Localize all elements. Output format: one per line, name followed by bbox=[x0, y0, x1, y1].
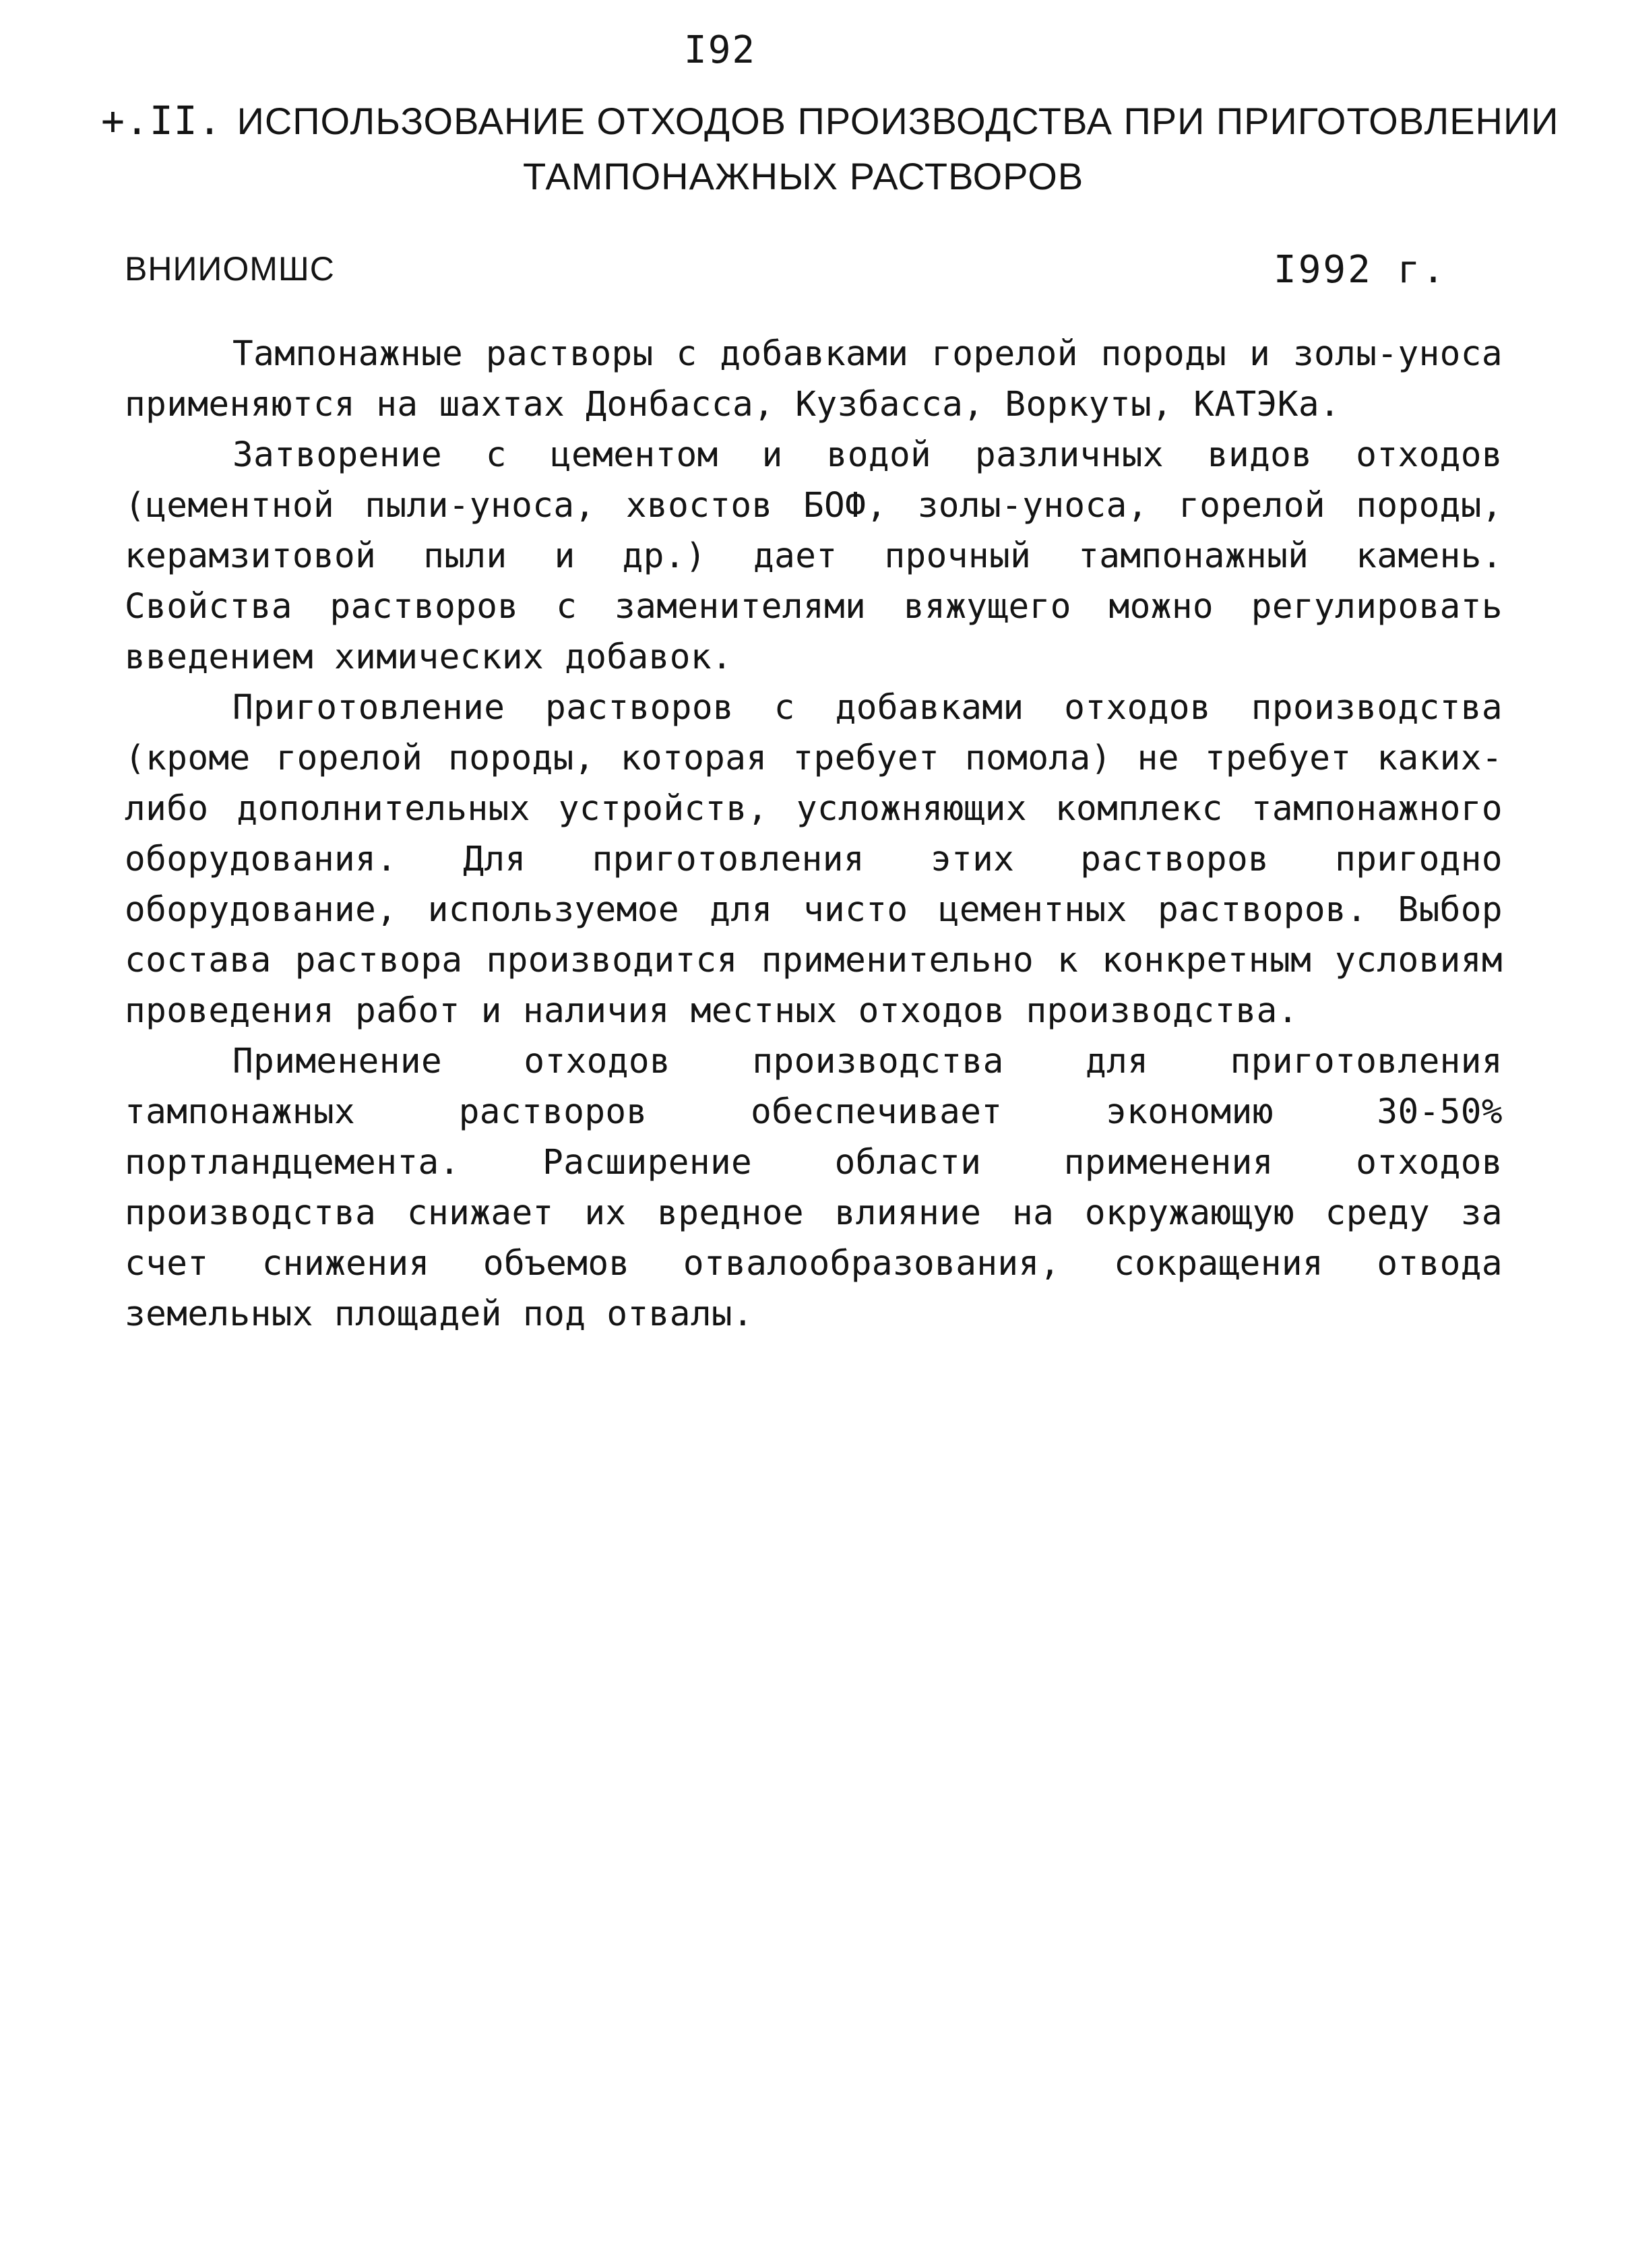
paragraph: Приготовление растворов с добавками отходов производства (кроме горелой породы, которая требует помола) не требует каких-либо дополнительных устройств, усложняющих комплекс тампонажного оборудования. Для приготовления этих растворов пригодно оборудование, используемое для чисто цементных растворов. Выбор состава раствора производится применительно к конкретным условиям проведения работ и наличия местных отходов производства. bbox=[125, 688, 1503, 1031]
page-number: I92 bbox=[684, 28, 757, 72]
heading-title-line-2: ТАМПОНАЖНЫХ РАСТВОРОВ bbox=[523, 155, 1084, 197]
paragraph: Тампонажные растворы с добавками горелой породы и золы-уноса применяются на шахтах Донбасса, Кузбасса, Воркуты, КАТЭКа. bbox=[125, 334, 1503, 424]
publication-year: I992 г. bbox=[1274, 248, 1447, 292]
paragraph: Затворение с цементом и водой различных видов отходов (цементной пыли-уноса, хвостов БОФ, золы-уноса, горелой породы, керамзитовой пыли и др.) дает прочный тампонажный камень. Свойства растворов с заменителями вяжущего можно регулировать введением химических добавок. bbox=[125, 435, 1503, 677]
paragraph: Применение отходов производства для приготовления тампонажных растворов обеспечивает экономию 30-50% портландцемента. Расширение области применения отходов производства снижает их вредное влияние на окружающую среду за счет снижения объемов отвалообразования, сокращения отвода земельных площадей под отвалы. bbox=[125, 1042, 1503, 1334]
section-heading bbox=[101, 93, 1559, 204]
body-text bbox=[125, 329, 1503, 1340]
heading-line-1 bbox=[101, 93, 1559, 149]
heading-title-line-1: ИСПОЛЬЗОВАНИЕ ОТХОДОВ ПРОИЗВОДСТВА ПРИ ПРИГОТОВЛЕНИИ bbox=[237, 100, 1559, 142]
section-number: +.II. bbox=[101, 98, 222, 144]
organization: ВНИИОМШС bbox=[125, 250, 335, 288]
